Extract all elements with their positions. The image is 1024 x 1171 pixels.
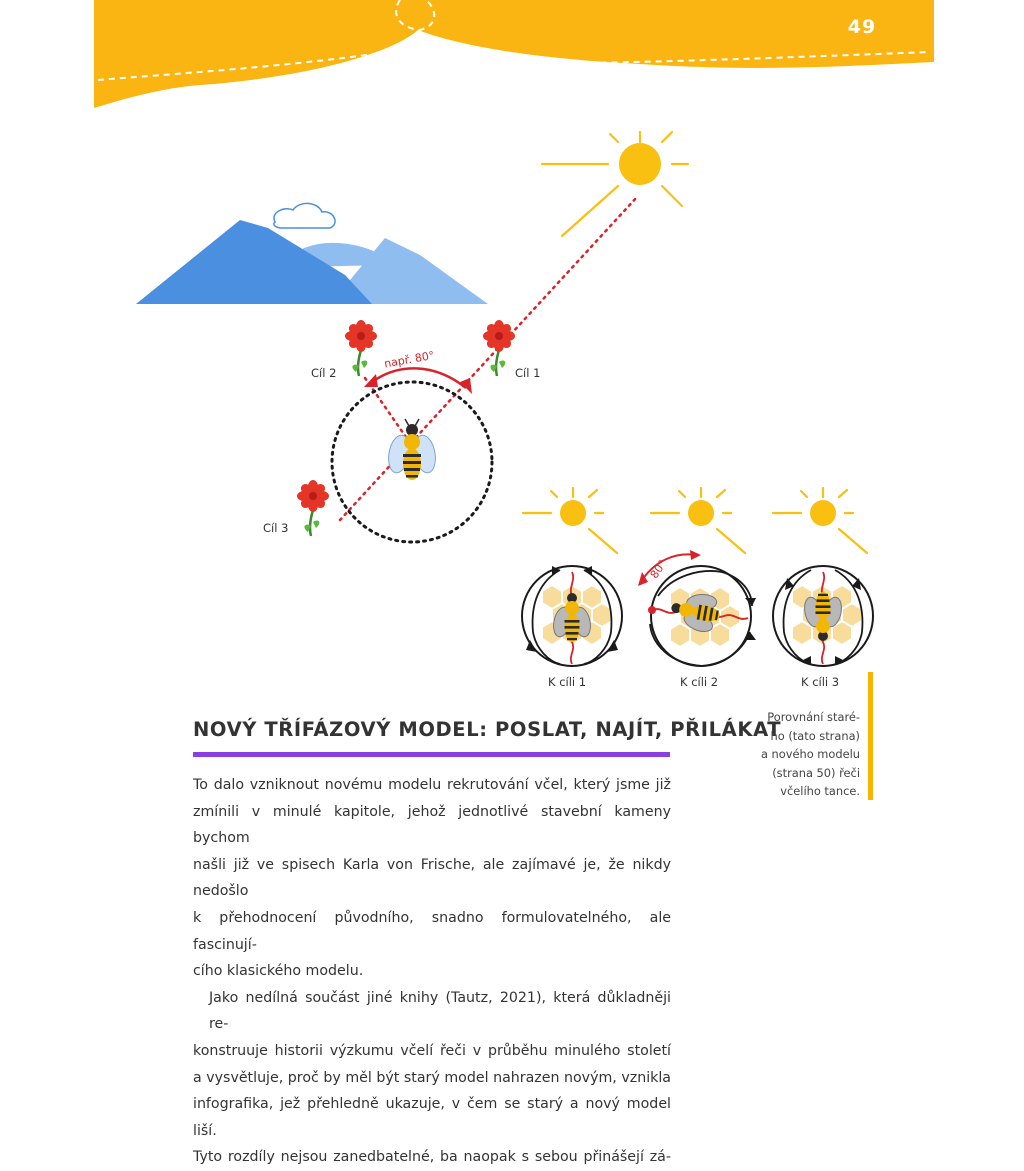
text-line: Jako nedílná součást jiné knihy (Tautz, 2021), která důkladněji re- <box>209 989 671 1033</box>
caption-accent-bar <box>868 672 873 800</box>
text-line: a vysvětluje, proč by měl být starý model nahrazen novým, vznikla <box>193 1069 671 1086</box>
body-text <box>193 772 671 1171</box>
flower-icon <box>345 320 377 376</box>
sun-icon <box>651 488 745 553</box>
sun-icon <box>523 488 617 553</box>
text-line: konstruuje historii výzkumu včelí řeči v průběhu minulého století <box>193 1042 671 1059</box>
small-angle-label: 80° <box>647 557 670 581</box>
caption-line: Porovnání staré- <box>767 710 860 724</box>
dance-label-1: K cíli 1 <box>548 675 587 689</box>
caption-line: ho (tato strana) <box>770 728 860 743</box>
text-line: To dalo vzniknout novému modelu rekrutování včel, který jsme již <box>193 777 671 793</box>
goal-label-3: Cíl 3 <box>263 521 289 535</box>
caption-line: a nového modelu <box>760 747 860 762</box>
caption-line: (strana 50) řeči <box>772 765 860 780</box>
mountain-icon <box>136 220 488 304</box>
dance-label-2: K cíli 2 <box>680 675 719 689</box>
text-line: zmínili v minulé kapitole, jehož jednotlivé stavební kameny bychom <box>193 803 671 847</box>
sun-icon <box>773 488 867 553</box>
text-line: Tyto rozdíly nejsou zanedbatelné, ba naopak s sebou přinášejí zá- <box>193 1149 671 1166</box>
dance-label-3: K cíli 3 <box>801 675 840 689</box>
angle-label: např. 80° <box>383 348 436 371</box>
dance-diagram-3 <box>773 566 873 666</box>
dance-diagram-1 <box>522 566 622 666</box>
heading-underline <box>193 752 670 757</box>
bee-icon <box>386 419 438 480</box>
cloud-icon <box>274 203 335 228</box>
figure-caption <box>732 708 860 801</box>
flower-icon <box>297 480 329 536</box>
goal-label-2: Cíl 2 <box>311 366 337 380</box>
caption-line: včelího tance. <box>780 784 860 799</box>
text-line: cího klasického modelu. <box>193 963 364 980</box>
goal-label-1: Cíl 1 <box>515 366 541 380</box>
text-line: infografika, jež přehledně ukazuje, v čem se starý a nový model liší. <box>193 1096 671 1139</box>
text-line: k přehodnocení původního, snadno formulovatelného, ale fascinují- <box>193 909 671 953</box>
paragraph-2 <box>193 985 671 1171</box>
paragraph-1 <box>193 772 671 985</box>
text-line: našli již ve spisech Karla von Frische, ale zajímavé je, že nikdy nedošlo <box>193 856 671 900</box>
page-number: 49 <box>847 16 877 38</box>
flower-icon <box>483 320 515 376</box>
header-banner <box>94 0 934 108</box>
section-heading: NOVÝ TŘÍFÁZOVÝ MODEL: POSLAT, NAJÍT, PŘILÁKAT <box>193 718 782 741</box>
